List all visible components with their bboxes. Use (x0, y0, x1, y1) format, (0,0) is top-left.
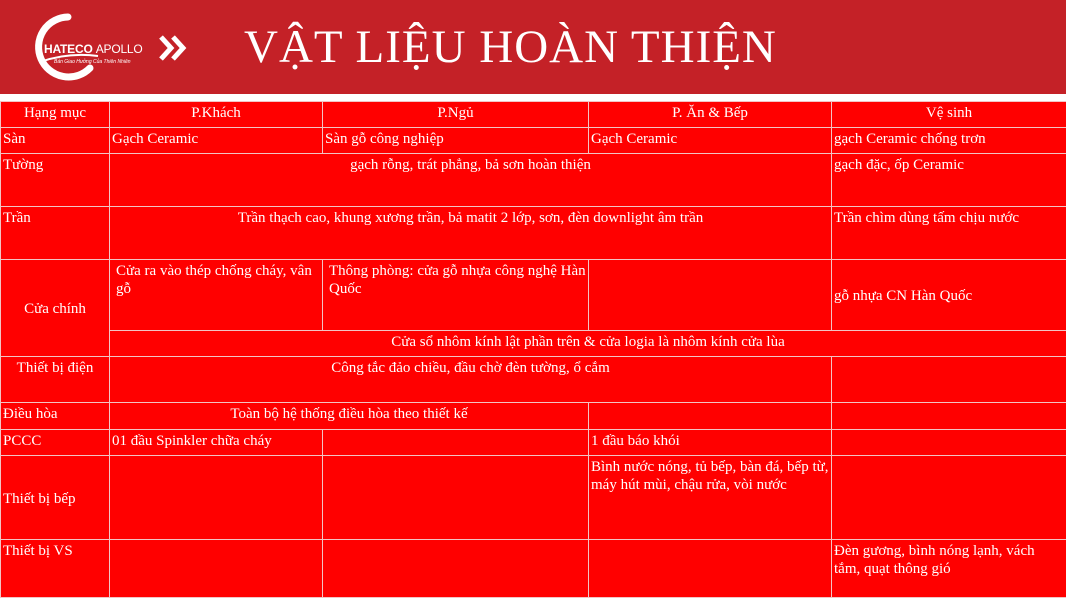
table-row (1, 430, 1066, 456)
table-cell: Công tắc đảo chiều, đầu chờ đèn tường, ổ cắm (110, 357, 832, 403)
table-cell: Cửa ra vào thép chống cháy, vân gỗ (110, 260, 323, 331)
double-chevron-right-icon (158, 34, 188, 62)
table-cell (589, 540, 832, 598)
row-label: Điều hòa (1, 403, 110, 430)
header-cell: P.Khách (110, 102, 323, 128)
table-cell: Gạch Ceramic (589, 128, 832, 154)
logo-brand-bold: HATECO (44, 42, 93, 56)
table-row (1, 207, 1066, 260)
table-cell (832, 430, 1066, 456)
row-label: Tường (1, 154, 110, 207)
header-cell: P.Ngủ (323, 102, 589, 128)
logo-brand-light: APOLLO (95, 42, 143, 56)
table-cell: gạch rỗng, trát phẳng, bả sơn hoàn thiện (110, 154, 832, 207)
table-cell (832, 403, 1066, 430)
header-cell: P. Ăn & Bếp (589, 102, 832, 128)
table-row (1, 260, 1066, 331)
header-divider (0, 94, 1066, 101)
table-header-row (1, 102, 1066, 128)
row-label: Thiết bị bếp (1, 456, 110, 540)
table-cell (832, 357, 1066, 403)
table-cell: gạch Ceramic chống trơn (832, 128, 1066, 154)
table-cell: Bình nước nóng, tủ bếp, bàn đá, bếp từ, máy hút mùi, chậu rửa, vòi nước (589, 456, 832, 540)
table-cell: Sàn gỗ công nghiệp (323, 128, 589, 154)
table-row (1, 456, 1066, 540)
row-label: Trần (1, 207, 110, 260)
row-label: PCCC (1, 430, 110, 456)
table-cell (110, 540, 323, 598)
table-cell: Trần chìm dùng tấm chịu nước (832, 207, 1066, 260)
table-cell: Toàn bộ hệ thống điều hòa theo thiết kế (110, 403, 589, 430)
table-row (1, 403, 1066, 430)
table-cell (323, 540, 589, 598)
table-cell: 01 đầu Spinkler chữa cháy (110, 430, 323, 456)
table-row (1, 540, 1066, 598)
table-cell (323, 430, 589, 456)
materials-table (0, 101, 1066, 598)
logo (28, 12, 178, 82)
page-title: VẬT LIỆU HOÀN THIỆN (244, 21, 777, 73)
row-label: Thiết bị VS (1, 540, 110, 598)
table-cell: gạch đặc, ốp Ceramic (832, 154, 1066, 207)
table-cell (589, 260, 832, 331)
table-cell: gỗ nhựa CN Hàn Quốc (832, 260, 1066, 331)
table-row (1, 357, 1066, 403)
logo-brand (44, 42, 143, 56)
table-row (1, 128, 1066, 154)
table-cell: Gạch Ceramic (110, 128, 323, 154)
header-cell: Hạng mục (1, 102, 110, 128)
table-row (1, 154, 1066, 207)
header-cell: Vệ sinh (832, 102, 1066, 128)
table-cell (323, 456, 589, 540)
row-label: Thiết bị điện (1, 357, 110, 403)
table-cell (589, 403, 832, 430)
row-label: Sàn (1, 128, 110, 154)
header-banner (0, 0, 1066, 94)
table-cell: Thông phòng: cửa gỗ nhựa công nghệ Hàn Quốc (323, 260, 589, 331)
table-cell (832, 456, 1066, 540)
table-cell: 1 đầu báo khói (589, 430, 832, 456)
table-cell: Trần thạch cao, khung xương trần, bả matit 2 lớp, sơn, đèn downlight âm trần (110, 207, 832, 260)
table-cell: Cửa sổ nhôm kính lật phần trên & cửa logia là nhôm kính cửa lùa (110, 331, 1066, 357)
table-row (1, 331, 1066, 357)
logo-tagline: Bản Giao Hưởng Của Thiên Nhiên (54, 59, 131, 65)
table-cell (110, 456, 323, 540)
row-label: Cửa chính (1, 260, 110, 357)
table-cell: Đèn gương, bình nóng lạnh, vách tắm, quạt thông gió (832, 540, 1066, 598)
